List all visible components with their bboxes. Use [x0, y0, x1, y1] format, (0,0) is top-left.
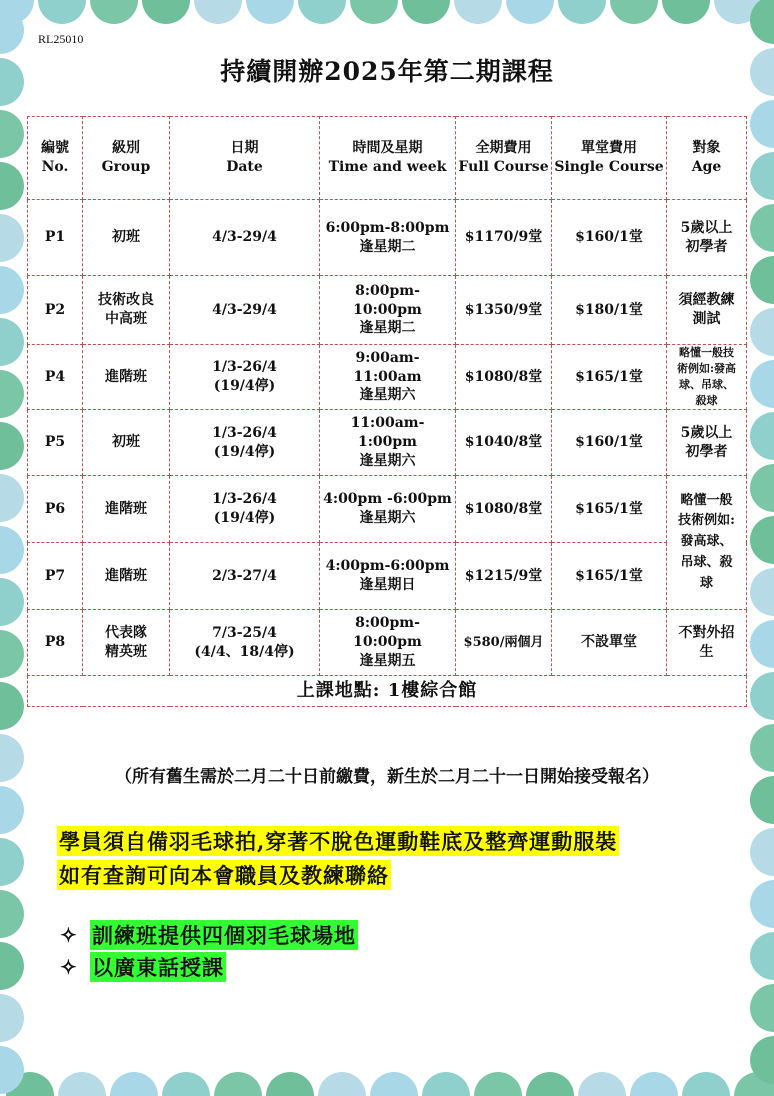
- cell-full-fee: $1040/8堂: [456, 410, 552, 476]
- table-row: [28, 345, 747, 410]
- cell-no: P2: [28, 276, 83, 345]
- document-code: RL25010: [38, 32, 84, 46]
- header-age: 對象 Age: [667, 117, 747, 200]
- table-row: [28, 410, 747, 476]
- table-row: [28, 200, 747, 276]
- cell-time: 9:00am-11:00am 逢星期六: [320, 345, 456, 410]
- cell-date: 2/3-27/4: [170, 543, 320, 610]
- cell-age: 不對外招 生: [667, 610, 747, 676]
- cell-full-fee: $580/兩個月: [456, 610, 552, 676]
- cell-date: 4/3-29/4: [170, 276, 320, 345]
- course-schedule-table: [27, 116, 747, 707]
- cell-time: 8:00pm-10:00pm 逢星期二: [320, 276, 456, 345]
- cell-no: P7: [28, 543, 83, 610]
- cell-group: 代表隊 精英班: [83, 610, 170, 676]
- cell-group: 技術改良 中高班: [83, 276, 170, 345]
- cell-single-fee: 不設單堂: [552, 610, 667, 676]
- table-row: [28, 610, 747, 676]
- table-header-row: [28, 117, 747, 200]
- cell-time: 4:00pm-6:00pm 逢星期日: [320, 543, 456, 610]
- cell-date: 1/3-26/4 (19/4停): [170, 410, 320, 476]
- venue-row: [28, 676, 747, 707]
- cell-group: 進階班: [83, 476, 170, 543]
- venue-label: 上課地點: 1樓綜合館: [28, 676, 747, 707]
- table-row: [28, 276, 747, 345]
- cell-full-fee: $1080/8堂: [456, 345, 552, 410]
- cell-age: 5歲以上 初學者: [667, 410, 747, 476]
- cell-full-fee: $1170/9堂: [456, 200, 552, 276]
- table-row: [28, 543, 747, 610]
- cell-date: 7/3-25/4 (4/4、18/4停): [170, 610, 320, 676]
- cell-age: 5歲以上 初學者: [667, 200, 747, 276]
- sparkle-icon: ✧: [60, 955, 77, 979]
- cell-date: 1/3-26/4 (19/4停): [170, 476, 320, 543]
- cell-single-fee: $165/1堂: [552, 345, 667, 410]
- cell-no: P5: [28, 410, 83, 476]
- cell-age-merged: 略懂一般 技術例如: 發高球、 吊球、殺 球: [667, 476, 747, 610]
- highlight-enquiry-note: 如有查詢可向本會職員及教練聯絡: [57, 860, 391, 890]
- header-group: 級別 Group: [83, 117, 170, 200]
- cell-full-fee: $1080/8堂: [456, 476, 552, 543]
- cell-age: 須經教練 測試: [667, 276, 747, 345]
- cell-group: 進階班: [83, 543, 170, 610]
- cell-single-fee: $160/1堂: [552, 200, 667, 276]
- cell-time: 6:00pm-8:00pm 逢星期二: [320, 200, 456, 276]
- cell-group: 初班: [83, 410, 170, 476]
- header-time: 時間及星期 Time and week: [320, 117, 456, 200]
- cell-time: 8:00pm-10:00pm 逢星期五: [320, 610, 456, 676]
- cell-time: 4:00pm -6:00pm 逢星期六: [320, 476, 456, 543]
- cell-no: P1: [28, 200, 83, 276]
- cell-no: P4: [28, 345, 83, 410]
- cell-single-fee: $180/1堂: [552, 276, 667, 345]
- cell-age: 略懂一般技 術例如:發高 球、吊球、 殺球: [667, 345, 747, 410]
- header-no: 編號 No.: [28, 117, 83, 200]
- cell-group: 進階班: [83, 345, 170, 410]
- bullet-text: 以廣東話授課: [90, 952, 226, 982]
- payment-note: （所有舊生需於二月二十日前繳費，新生於二月二十一日開始接受報名）: [115, 767, 659, 787]
- cell-time: 11:00am-1:00pm 逢星期六: [320, 410, 456, 476]
- header-single-course: 單堂費用 Single Course: [552, 117, 667, 200]
- table-row: [28, 476, 747, 543]
- sparkle-icon: ✧: [60, 923, 77, 947]
- bullet-item: [60, 920, 358, 950]
- cell-date: 1/3-26/4 (19/4停): [170, 345, 320, 410]
- cell-no: P6: [28, 476, 83, 543]
- page-title: 持續開辦2025年第二期課程: [220, 57, 554, 86]
- cell-no: P8: [28, 610, 83, 676]
- bullet-item: [60, 952, 226, 982]
- cell-full-fee: $1215/9堂: [456, 543, 552, 610]
- cell-group: 初班: [83, 200, 170, 276]
- cell-date: 4/3-29/4: [170, 200, 320, 276]
- cell-single-fee: $160/1堂: [552, 410, 667, 476]
- cell-single-fee: $165/1堂: [552, 543, 667, 610]
- header-full-course: 全期費用 Full Course: [456, 117, 552, 200]
- cell-full-fee: $1350/9堂: [456, 276, 552, 345]
- bullet-text: 訓練班提供四個羽毛球場地: [90, 920, 358, 950]
- highlight-equipment-note: 學員須自備羽毛球拍,穿著不脫色運動鞋底及整齊運動服裝: [57, 826, 619, 856]
- cell-single-fee: $165/1堂: [552, 476, 667, 543]
- header-date: 日期 Date: [170, 117, 320, 200]
